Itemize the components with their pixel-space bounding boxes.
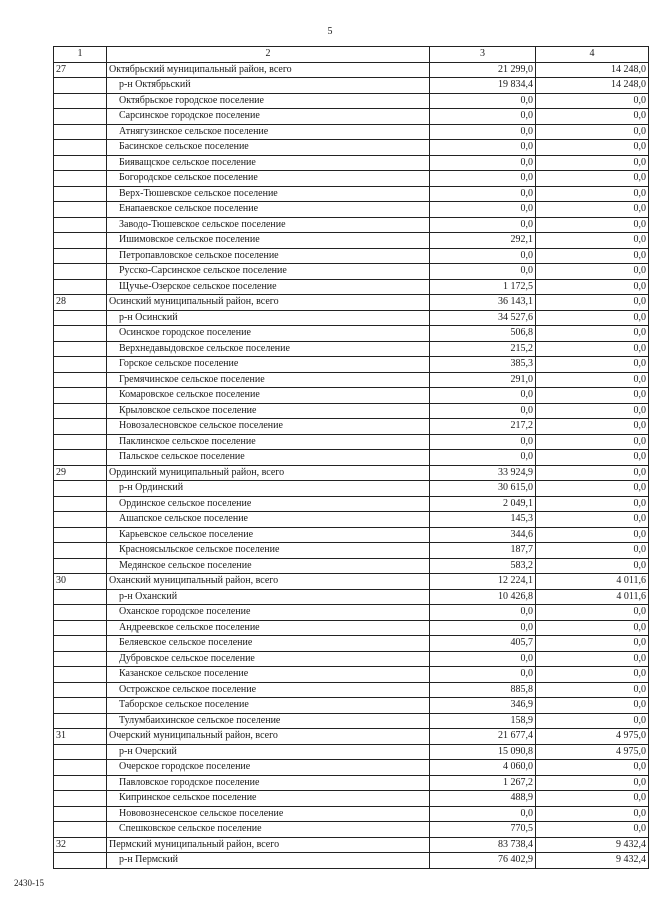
row-number bbox=[54, 155, 107, 171]
value-col3: 187,7 bbox=[430, 543, 536, 559]
row-number bbox=[54, 651, 107, 667]
table-row bbox=[54, 713, 649, 729]
row-number bbox=[54, 264, 107, 280]
row-number: 30 bbox=[54, 574, 107, 590]
row-name: Заводо-Тюшевское сельское поселение bbox=[107, 217, 430, 233]
row-name: Петропавловское сельское поселение bbox=[107, 248, 430, 264]
column-header: 3 bbox=[430, 47, 536, 63]
row-name: Сарсинское городское поселение bbox=[107, 109, 430, 125]
row-name: Оханское городское поселение bbox=[107, 605, 430, 621]
value-col4: 0,0 bbox=[536, 760, 649, 776]
row-number bbox=[54, 233, 107, 249]
row-number bbox=[54, 341, 107, 357]
table-row bbox=[54, 822, 649, 838]
value-col3: 0,0 bbox=[430, 217, 536, 233]
table-row bbox=[54, 202, 649, 218]
row-name: р-н Пермский bbox=[107, 853, 430, 869]
row-number bbox=[54, 357, 107, 373]
value-col3: 346,9 bbox=[430, 698, 536, 714]
column-header: 4 bbox=[536, 47, 649, 63]
table-row bbox=[54, 589, 649, 605]
row-name: Очерское городское поселение bbox=[107, 760, 430, 776]
value-col3: 19 834,4 bbox=[430, 78, 536, 94]
value-col4: 0,0 bbox=[536, 527, 649, 543]
value-col3: 30 615,0 bbox=[430, 481, 536, 497]
row-name: Осинское городское поселение bbox=[107, 326, 430, 342]
value-col4: 0,0 bbox=[536, 372, 649, 388]
row-number bbox=[54, 109, 107, 125]
value-col3: 36 143,1 bbox=[430, 295, 536, 311]
table-row bbox=[54, 744, 649, 760]
value-col4: 0,0 bbox=[536, 109, 649, 125]
row-name: Андреевское сельское поселение bbox=[107, 620, 430, 636]
row-name: Спешковское сельское поселение bbox=[107, 822, 430, 838]
row-number: 29 bbox=[54, 465, 107, 481]
row-name: Дубровское сельское поселение bbox=[107, 651, 430, 667]
value-col4: 0,0 bbox=[536, 558, 649, 574]
table-row bbox=[54, 186, 649, 202]
row-name: Октябрьское городское поселение bbox=[107, 93, 430, 109]
row-name: Пальское сельское поселение bbox=[107, 450, 430, 466]
value-col3: 0,0 bbox=[430, 93, 536, 109]
row-number bbox=[54, 419, 107, 435]
table-row bbox=[54, 295, 649, 311]
value-col3: 583,2 bbox=[430, 558, 536, 574]
value-col4: 9 432,4 bbox=[536, 853, 649, 869]
value-col4: 4 011,6 bbox=[536, 589, 649, 605]
value-col4: 4 975,0 bbox=[536, 744, 649, 760]
value-col3: 215,2 bbox=[430, 341, 536, 357]
value-col3: 0,0 bbox=[430, 171, 536, 187]
row-number bbox=[54, 403, 107, 419]
row-number bbox=[54, 853, 107, 869]
row-number bbox=[54, 527, 107, 543]
table-row bbox=[54, 326, 649, 342]
row-name: Осинский муниципальный район, всего bbox=[107, 295, 430, 311]
row-name: Беляевское сельское поселение bbox=[107, 636, 430, 652]
table-row bbox=[54, 682, 649, 698]
row-name: Русско-Сарсинское сельское поселение bbox=[107, 264, 430, 280]
row-name: Ординское сельское поселение bbox=[107, 496, 430, 512]
value-col4: 0,0 bbox=[536, 124, 649, 140]
row-name: Ашапское сельское поселение bbox=[107, 512, 430, 528]
row-name: Казанское сельское поселение bbox=[107, 667, 430, 683]
value-col4: 0,0 bbox=[536, 419, 649, 435]
value-col3: 506,8 bbox=[430, 326, 536, 342]
value-col3: 488,9 bbox=[430, 791, 536, 807]
row-number bbox=[54, 667, 107, 683]
row-number bbox=[54, 775, 107, 791]
value-col4: 14 248,0 bbox=[536, 62, 649, 78]
table-row bbox=[54, 806, 649, 822]
value-col3: 0,0 bbox=[430, 434, 536, 450]
value-col4: 0,0 bbox=[536, 698, 649, 714]
row-name: Горское сельское поселение bbox=[107, 357, 430, 373]
row-name: Пермский муниципальный район, всего bbox=[107, 837, 430, 853]
value-col3: 0,0 bbox=[430, 667, 536, 683]
row-number bbox=[54, 496, 107, 512]
value-col4: 0,0 bbox=[536, 357, 649, 373]
value-col3: 0,0 bbox=[430, 388, 536, 404]
value-col4: 0,0 bbox=[536, 171, 649, 187]
table-row bbox=[54, 837, 649, 853]
table-row bbox=[54, 481, 649, 497]
row-number bbox=[54, 806, 107, 822]
value-col4: 4 975,0 bbox=[536, 729, 649, 745]
row-name: Красноясыльское сельское поселение bbox=[107, 543, 430, 559]
document-code: 2430-15 bbox=[14, 878, 44, 888]
value-col3: 385,3 bbox=[430, 357, 536, 373]
row-name: Атнягузинское сельское поселение bbox=[107, 124, 430, 140]
value-col3: 0,0 bbox=[430, 155, 536, 171]
row-number bbox=[54, 636, 107, 652]
value-col3: 33 924,9 bbox=[430, 465, 536, 481]
page-number: 5 bbox=[327, 26, 333, 37]
value-col3: 0,0 bbox=[430, 620, 536, 636]
table-row bbox=[54, 217, 649, 233]
value-col4: 0,0 bbox=[536, 713, 649, 729]
table-row bbox=[54, 496, 649, 512]
row-number bbox=[54, 558, 107, 574]
row-number bbox=[54, 171, 107, 187]
value-col4: 0,0 bbox=[536, 403, 649, 419]
row-number bbox=[54, 543, 107, 559]
value-col4: 0,0 bbox=[536, 775, 649, 791]
row-number bbox=[54, 791, 107, 807]
row-number bbox=[54, 93, 107, 109]
row-number bbox=[54, 682, 107, 698]
value-col3: 145,3 bbox=[430, 512, 536, 528]
value-col3: 1 172,5 bbox=[430, 279, 536, 295]
value-col4: 0,0 bbox=[536, 155, 649, 171]
table-row bbox=[54, 760, 649, 776]
table-row bbox=[54, 419, 649, 435]
table-header-row bbox=[54, 47, 649, 63]
row-number bbox=[54, 481, 107, 497]
table-row bbox=[54, 465, 649, 481]
value-col4: 0,0 bbox=[536, 434, 649, 450]
table-row bbox=[54, 62, 649, 78]
row-number bbox=[54, 388, 107, 404]
row-number bbox=[54, 450, 107, 466]
value-col4: 0,0 bbox=[536, 279, 649, 295]
row-name: Богородское сельское поселение bbox=[107, 171, 430, 187]
value-col4: 0,0 bbox=[536, 605, 649, 621]
table-row bbox=[54, 279, 649, 295]
row-number: 32 bbox=[54, 837, 107, 853]
value-col4: 0,0 bbox=[536, 496, 649, 512]
table-row bbox=[54, 310, 649, 326]
value-col4: 0,0 bbox=[536, 186, 649, 202]
value-col4: 0,0 bbox=[536, 310, 649, 326]
row-number bbox=[54, 186, 107, 202]
row-number bbox=[54, 512, 107, 528]
row-name: Новозалесновское сельское поселение bbox=[107, 419, 430, 435]
row-name: Басинское сельское поселение bbox=[107, 140, 430, 156]
table-row bbox=[54, 248, 649, 264]
row-name: р-н Осинский bbox=[107, 310, 430, 326]
table-row bbox=[54, 729, 649, 745]
value-col4: 0,0 bbox=[536, 667, 649, 683]
row-name: Очерский муниципальный район, всего bbox=[107, 729, 430, 745]
value-col4: 0,0 bbox=[536, 217, 649, 233]
row-name: Павловское городское поселение bbox=[107, 775, 430, 791]
row-number bbox=[54, 124, 107, 140]
row-number bbox=[54, 78, 107, 94]
row-number bbox=[54, 589, 107, 605]
row-name: Медянское сельское поселение bbox=[107, 558, 430, 574]
value-col4: 0,0 bbox=[536, 295, 649, 311]
row-number bbox=[54, 698, 107, 714]
table-row bbox=[54, 403, 649, 419]
value-col3: 0,0 bbox=[430, 403, 536, 419]
row-name: р-н Оханский bbox=[107, 589, 430, 605]
value-col3: 12 224,1 bbox=[430, 574, 536, 590]
value-col4: 0,0 bbox=[536, 543, 649, 559]
row-number bbox=[54, 202, 107, 218]
table-row bbox=[54, 775, 649, 791]
row-name: Таборское сельское поселение bbox=[107, 698, 430, 714]
value-col3: 0,0 bbox=[430, 806, 536, 822]
value-col4: 0,0 bbox=[536, 636, 649, 652]
value-col3: 0,0 bbox=[430, 186, 536, 202]
value-col4: 4 011,6 bbox=[536, 574, 649, 590]
row-name: р-н Очерский bbox=[107, 744, 430, 760]
value-col4: 0,0 bbox=[536, 341, 649, 357]
row-name: Верхнедавыдовское сельское поселение bbox=[107, 341, 430, 357]
value-col4: 0,0 bbox=[536, 620, 649, 636]
budget-table bbox=[53, 46, 649, 869]
value-col4: 0,0 bbox=[536, 93, 649, 109]
value-col3: 0,0 bbox=[430, 140, 536, 156]
value-col3: 0,0 bbox=[430, 109, 536, 125]
value-col3: 217,2 bbox=[430, 419, 536, 435]
row-number bbox=[54, 760, 107, 776]
value-col3: 34 527,6 bbox=[430, 310, 536, 326]
value-col3: 0,0 bbox=[430, 264, 536, 280]
row-name: Ординский муниципальный район, всего bbox=[107, 465, 430, 481]
value-col3: 15 090,8 bbox=[430, 744, 536, 760]
value-col4: 0,0 bbox=[536, 465, 649, 481]
row-name: Ишимовское сельское поселение bbox=[107, 233, 430, 249]
value-col3: 0,0 bbox=[430, 651, 536, 667]
value-col4: 0,0 bbox=[536, 248, 649, 264]
row-number bbox=[54, 620, 107, 636]
row-name: Нововознесенское сельское поселение bbox=[107, 806, 430, 822]
row-number bbox=[54, 140, 107, 156]
value-col3: 770,5 bbox=[430, 822, 536, 838]
column-header: 1 bbox=[54, 47, 107, 63]
value-col4: 0,0 bbox=[536, 651, 649, 667]
value-col4: 0,0 bbox=[536, 233, 649, 249]
value-col4: 0,0 bbox=[536, 682, 649, 698]
row-name: Енапаевское сельское поселение bbox=[107, 202, 430, 218]
row-name: Комаровское сельское поселение bbox=[107, 388, 430, 404]
table-row bbox=[54, 124, 649, 140]
value-col3: 291,0 bbox=[430, 372, 536, 388]
row-number bbox=[54, 822, 107, 838]
value-col3: 885,8 bbox=[430, 682, 536, 698]
value-col4: 0,0 bbox=[536, 388, 649, 404]
table-row bbox=[54, 357, 649, 373]
table-row bbox=[54, 527, 649, 543]
value-col3: 0,0 bbox=[430, 450, 536, 466]
table-row bbox=[54, 605, 649, 621]
value-col4: 0,0 bbox=[536, 264, 649, 280]
row-name: Верх-Тюшевское сельское поселение bbox=[107, 186, 430, 202]
row-name: Октябрьский муниципальный район, всего bbox=[107, 62, 430, 78]
table-row bbox=[54, 140, 649, 156]
value-col3: 0,0 bbox=[430, 124, 536, 140]
table-row bbox=[54, 341, 649, 357]
table-row bbox=[54, 233, 649, 249]
table-row bbox=[54, 171, 649, 187]
value-col4: 0,0 bbox=[536, 791, 649, 807]
value-col3: 292,1 bbox=[430, 233, 536, 249]
value-col4: 14 248,0 bbox=[536, 78, 649, 94]
row-name: Тулумбаихинское сельское поселение bbox=[107, 713, 430, 729]
row-number bbox=[54, 279, 107, 295]
row-name: Бияващское сельское поселение bbox=[107, 155, 430, 171]
row-number bbox=[54, 310, 107, 326]
row-number bbox=[54, 744, 107, 760]
table-row bbox=[54, 636, 649, 652]
value-col3: 158,9 bbox=[430, 713, 536, 729]
table-row bbox=[54, 434, 649, 450]
table-row bbox=[54, 109, 649, 125]
value-col3: 405,7 bbox=[430, 636, 536, 652]
table-row bbox=[54, 558, 649, 574]
value-col3: 2 049,1 bbox=[430, 496, 536, 512]
value-col3: 0,0 bbox=[430, 605, 536, 621]
row-name: Крыловское сельское поселение bbox=[107, 403, 430, 419]
row-number bbox=[54, 434, 107, 450]
value-col3: 0,0 bbox=[430, 202, 536, 218]
table-row bbox=[54, 264, 649, 280]
row-number bbox=[54, 713, 107, 729]
row-name: Карьевское сельское поселение bbox=[107, 527, 430, 543]
row-number: 28 bbox=[54, 295, 107, 311]
table-row bbox=[54, 620, 649, 636]
value-col4: 0,0 bbox=[536, 202, 649, 218]
table-row bbox=[54, 791, 649, 807]
row-name: Острожское сельское поселение bbox=[107, 682, 430, 698]
table-row bbox=[54, 388, 649, 404]
table-row bbox=[54, 651, 649, 667]
value-col4: 9 432,4 bbox=[536, 837, 649, 853]
value-col3: 83 738,4 bbox=[430, 837, 536, 853]
table-row bbox=[54, 512, 649, 528]
row-name: р-н Ординский bbox=[107, 481, 430, 497]
value-col3: 21 677,4 bbox=[430, 729, 536, 745]
row-number bbox=[54, 248, 107, 264]
value-col3: 21 299,0 bbox=[430, 62, 536, 78]
table-row bbox=[54, 853, 649, 869]
value-col3: 4 060,0 bbox=[430, 760, 536, 776]
column-header: 2 bbox=[107, 47, 430, 63]
value-col3: 10 426,8 bbox=[430, 589, 536, 605]
value-col4: 0,0 bbox=[536, 822, 649, 838]
row-name: р-н Октябрьский bbox=[107, 78, 430, 94]
row-number: 27 bbox=[54, 62, 107, 78]
table-row bbox=[54, 450, 649, 466]
table-row bbox=[54, 667, 649, 683]
row-number bbox=[54, 372, 107, 388]
row-name: Оханский муниципальный район, всего bbox=[107, 574, 430, 590]
row-number: 31 bbox=[54, 729, 107, 745]
row-name: Кипринское сельское поселение bbox=[107, 791, 430, 807]
table-row bbox=[54, 155, 649, 171]
table-row bbox=[54, 93, 649, 109]
value-col3: 344,6 bbox=[430, 527, 536, 543]
value-col4: 0,0 bbox=[536, 512, 649, 528]
table-row bbox=[54, 78, 649, 94]
row-number bbox=[54, 605, 107, 621]
value-col3: 76 402,9 bbox=[430, 853, 536, 869]
value-col4: 0,0 bbox=[536, 326, 649, 342]
table-row bbox=[54, 543, 649, 559]
table-row bbox=[54, 372, 649, 388]
table-row bbox=[54, 574, 649, 590]
value-col3: 0,0 bbox=[430, 248, 536, 264]
value-col4: 0,0 bbox=[536, 140, 649, 156]
row-number bbox=[54, 326, 107, 342]
value-col3: 1 267,2 bbox=[430, 775, 536, 791]
table-row bbox=[54, 698, 649, 714]
row-name: Щучье-Озерское сельское поселение bbox=[107, 279, 430, 295]
value-col4: 0,0 bbox=[536, 806, 649, 822]
row-number bbox=[54, 217, 107, 233]
row-name: Паклинское сельское поселение bbox=[107, 434, 430, 450]
row-name: Гремячинское сельское поселение bbox=[107, 372, 430, 388]
value-col4: 0,0 bbox=[536, 481, 649, 497]
value-col4: 0,0 bbox=[536, 450, 649, 466]
